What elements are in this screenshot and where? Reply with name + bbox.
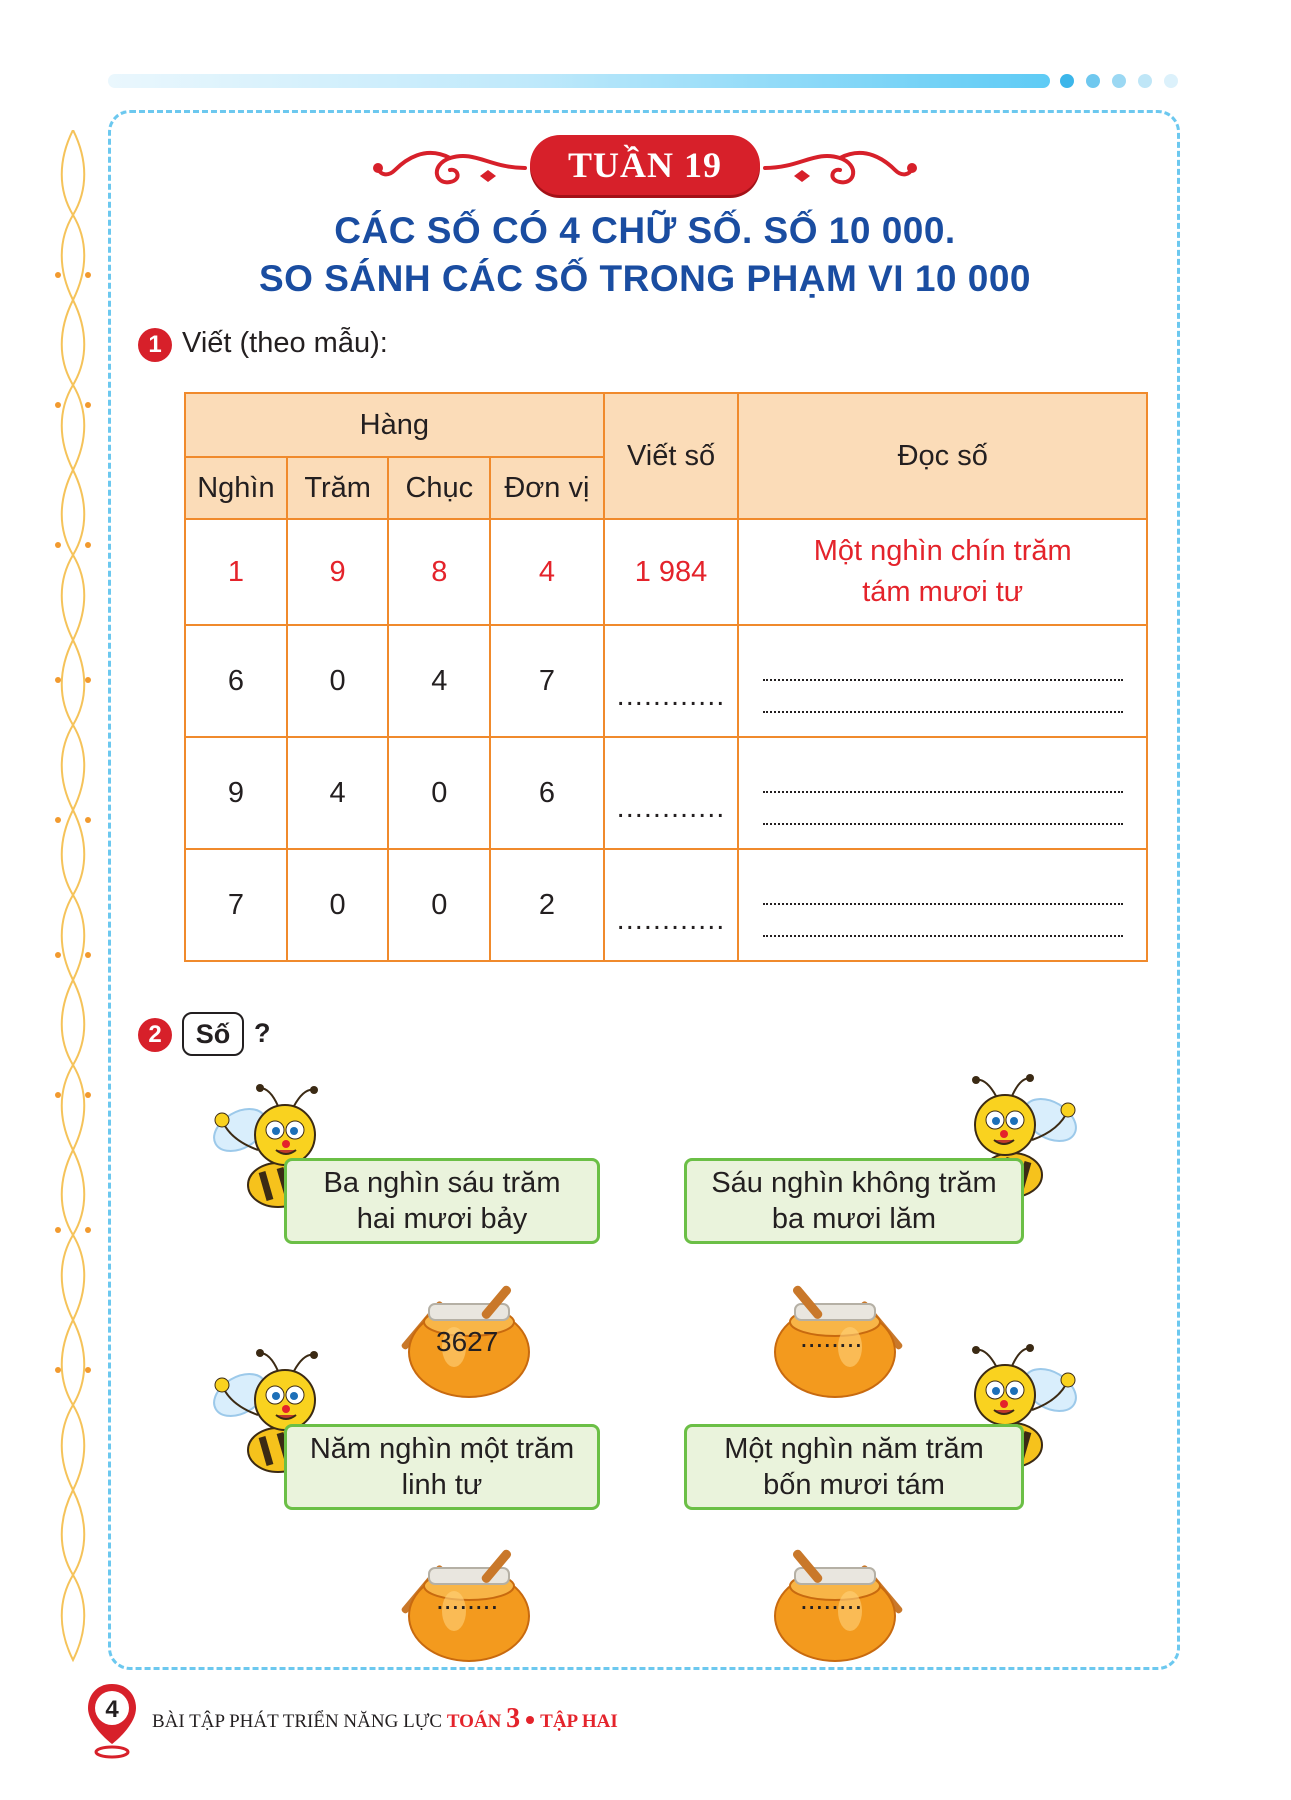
- top-decorative-dots: [1060, 74, 1178, 88]
- row1-written-blank[interactable]: ............: [604, 625, 739, 737]
- page-number: 4: [105, 1696, 119, 1723]
- sample-thousands: 1: [185, 519, 287, 625]
- sample-hundreds: 9: [287, 519, 389, 625]
- page-number-pin-icon: [84, 1680, 140, 1760]
- row3-units: 2: [490, 849, 603, 961]
- footer-book-title: [152, 1703, 618, 1735]
- number-word-card-1: [284, 1158, 600, 1244]
- footer-subject: TOÁN: [446, 1711, 502, 1732]
- sample-units: 4: [490, 519, 603, 625]
- card2-answer-blank[interactable]: ........: [800, 1322, 863, 1353]
- row3-hundreds: 0: [287, 849, 389, 961]
- header-viet-so: Viết số: [604, 393, 739, 519]
- header-chuc: Chục: [388, 457, 490, 519]
- footer-dot: [526, 1716, 534, 1724]
- exercise-1-number: 1: [138, 328, 172, 362]
- left-ornament-border: [48, 130, 98, 1690]
- number-word-card-4: [684, 1424, 1024, 1510]
- row1-units: 7: [490, 625, 603, 737]
- card3-line1: Năm nghìn một trăm: [309, 1433, 575, 1465]
- card4-answer-blank[interactable]: ........: [800, 1584, 863, 1615]
- row3-written-blank[interactable]: ............: [604, 849, 739, 961]
- header-hang: Hàng: [185, 393, 604, 457]
- top-decorative-bar: [108, 74, 1050, 88]
- sample-read-line2: tám mươi tư: [862, 576, 1024, 608]
- table-row: [185, 849, 1147, 961]
- card1-line1: Ba nghìn sáu trăm: [323, 1167, 561, 1199]
- card1-line2: hai mươi bảy: [356, 1203, 528, 1235]
- header-doc-so: Đọc số: [738, 393, 1147, 519]
- page-title-line1: CÁC SỐ CÓ 4 CHỮ SỐ. SỐ 10 000.: [334, 210, 956, 251]
- table-row: [185, 737, 1147, 849]
- row2-tens: 0: [388, 737, 490, 849]
- header-nghin: Nghìn: [185, 457, 287, 519]
- row1-hundreds: 0: [287, 625, 389, 737]
- row1-read-blank[interactable]: [738, 625, 1147, 737]
- card3-answer-blank[interactable]: ........: [436, 1584, 499, 1615]
- card1-answer: 3627: [436, 1326, 499, 1357]
- card3-line2: linh tư: [401, 1469, 483, 1501]
- week-label: TUẦN 19: [567, 145, 722, 185]
- card4-line1: Một nghìn năm trăm: [724, 1433, 984, 1465]
- row2-written-blank[interactable]: ............: [604, 737, 739, 849]
- place-value-table: [184, 392, 1148, 962]
- footer-series: BÀI TẬP PHÁT TRIỂN NĂNG LỰC: [152, 1711, 443, 1732]
- so-boxed-label: Số: [182, 1012, 244, 1056]
- table-row: [185, 625, 1147, 737]
- row2-hundreds: 4: [287, 737, 389, 849]
- row3-tens: 0: [388, 849, 490, 961]
- number-word-card-3: [284, 1424, 600, 1510]
- row1-thousands: 6: [185, 625, 287, 737]
- page-title-line2: SO SÁNH CÁC SỐ TRONG PHẠM VI 10 000: [258, 258, 1032, 299]
- exercise-2-number: 2: [138, 1018, 172, 1052]
- sample-written: 1 984: [604, 519, 739, 625]
- header-don-vi: Đơn vị: [490, 457, 603, 519]
- row2-units: 6: [490, 737, 603, 849]
- table-row-sample: [185, 519, 1147, 625]
- footer-volume: TẬP HAI: [540, 1711, 618, 1732]
- header-tram: Trăm: [287, 457, 389, 519]
- row1-tens: 4: [388, 625, 490, 737]
- row2-read-blank[interactable]: [738, 737, 1147, 849]
- card4-line2: bốn mươi tám: [763, 1469, 945, 1501]
- sample-read: [738, 519, 1147, 625]
- row3-read-blank[interactable]: [738, 849, 1147, 961]
- exercise-1-instruction: Viết (theo mẫu):: [182, 327, 388, 359]
- sample-tens: 8: [388, 519, 490, 625]
- row3-thousands: 7: [185, 849, 287, 961]
- week-badge: [530, 135, 760, 195]
- number-word-card-2: [684, 1158, 1024, 1244]
- question-mark: ?: [254, 1018, 271, 1048]
- row2-thousands: 9: [185, 737, 287, 849]
- sample-read-line1: Một nghìn chín trăm: [813, 535, 1072, 567]
- footer-grade: 3: [506, 1703, 521, 1734]
- card2-line1: Sáu nghìn không trăm: [711, 1167, 997, 1199]
- card2-line2: ba mươi lăm: [771, 1203, 937, 1235]
